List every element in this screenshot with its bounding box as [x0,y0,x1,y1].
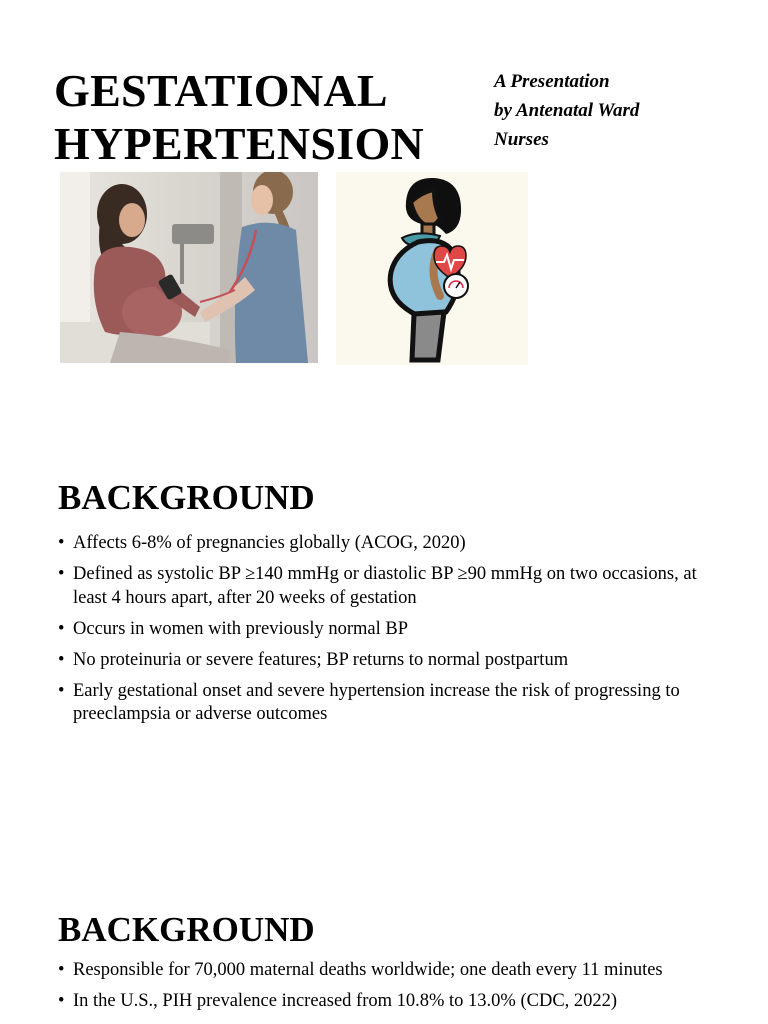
subtitle-line-2: by Antenatal Ward [494,100,640,121]
bullet-item: • In the U.S., PIH prevalence increased from 10.8% to 13.0% (CDC, 2022) [58,990,718,1014]
photo-blood-pressure-check [60,172,318,363]
bullet-item: • Occurs in women with previously normal BP [58,618,718,642]
section-1-bullet-list [58,532,718,734]
subtitle-line-3: Nurses [494,129,549,150]
subtitle-line-1: A Presentation [494,71,610,92]
page-title [54,64,424,170]
presentation-subtitle [494,67,639,154]
section-heading-2: BACKGROUND [58,910,315,949]
section-heading-1: BACKGROUND [58,478,315,517]
bullet-item: • Affects 6-8% of pregnancies globally (ACOG, 2020) [58,532,718,556]
title-line-1: GESTATIONAL [54,65,388,116]
bullet-item: • Early gestational onset and severe hypertension increase the risk of progressing to preeclampsia or adverse outcomes [58,680,718,727]
bullet-item: • No proteinuria or severe features; BP returns to normal postpartum [58,649,718,673]
section-2-bullet-list [58,959,718,1021]
bullet-item: • Responsible for 70,000 maternal deaths worldwide; one death every 11 minutes [58,959,718,983]
bullet-item: • Defined as systolic BP ≥140 mmHg or diastolic BP ≥90 mmHg on two occasions, at least 4 hours apart, after 20 weeks of gestation [58,563,718,610]
illustration-pregnant-woman-heart [336,172,528,365]
title-line-2: HYPERTENSION [54,118,425,169]
